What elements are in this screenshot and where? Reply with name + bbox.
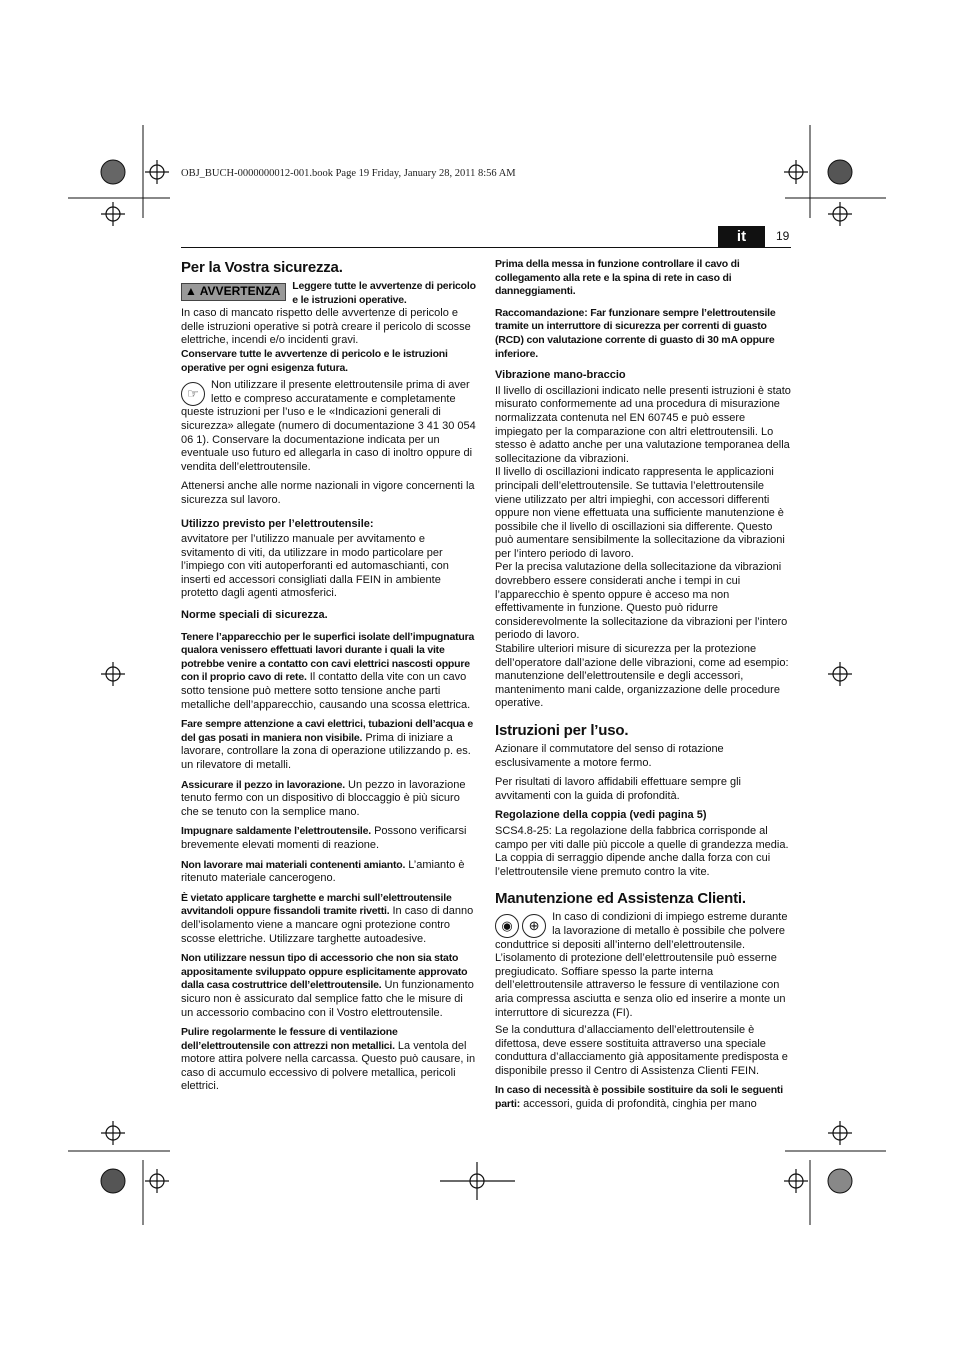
paragraph-text: Non utilizzare il presente elettroutensile prima di aver letto e compreso accuratamente e completamente queste istruzioni per l’uso e le «Indicazioni generali di sicurezza» allegate (numero di documentazione 3 41 30 054 06 1). Conservare la documentazione indicata per un eventuale uso futuro ed allegarla in caso di inoltro oppure di vendita dell’elettroutensile. — [181, 379, 476, 473]
paragraph: In caso di necessità è possibile sostituire da soli le seguenti parti: accessori, guida di profondità, cinghia per mano — [495, 1084, 783, 1111]
paragraph: Per risultati di lavoro affidabili effettuare sempre gli avvitamenti con la guida di profondità. — [495, 776, 741, 802]
paragraph: avvitatore per l’utilizzo manuale per avvitamento e svitamento di viti, da utilizzare in modo particolare per l’impiego con viti autoperforanti ed automaschianti, con inserti ed accessori consigliati dalla FEIN in ambiente protetto dagli agenti atmosferici. — [181, 533, 449, 600]
warning-icon: ▲ — [185, 284, 197, 298]
color-target — [101, 160, 125, 184]
paragraph: Raccomandazione: Far funzionare sempre l’elettroutensile tramite un interruttore di sicurezza per correnti di guasto (RCD) con valutazione corrente di guasto di 30 mA oppure inferiore. — [495, 306, 776, 360]
paragraph: Stabilire ulteriori misure di sicurezza per la protezione dell’operatore dall’azione delle vibrazioni, come ad esempio: manutenzione dell’elettroutensile e degli accessori, mantenimento mani calde, organizzazione delle procedure operative. — [495, 643, 789, 710]
subheading: Utilizzo previsto per l’elettroutensile: — [181, 517, 374, 530]
color-target — [828, 1169, 852, 1193]
paragraph: Attenersi anche alle norme nazionali in vigore concernenti la sicurezza sul lavoro. — [181, 480, 475, 506]
eye-protection-icon: ◉ — [495, 914, 519, 938]
paragraph: Pulire regolarmente le fessure di ventilazione dell’elettroutensile con attrezzi non metallici. La ventola del motore attira polvere nella carcassa. Questo può causare, in caso di accumulo eccessivo di polvere metallica, pericoli elettrici. — [181, 1026, 476, 1093]
crosshair-mark — [789, 165, 803, 179]
crosshair-mark — [833, 207, 847, 221]
paragraph: Conservare tutte le avvertenze di pericolo e le istruzioni operative per ogni esigenza futura. — [181, 347, 448, 374]
subheading: Norme speciali di sicurezza. — [181, 609, 328, 622]
left-column — [181, 258, 477, 1100]
file-info: OBJ_BUCH-0000000012-001.book Page 19 Friday, January 28, 2011 8:56 AM — [181, 168, 516, 179]
paragraph: Fare sempre attenzione a cavi elettrici, tubazioni dell’acqua e del gas posati in maniera non visibile. Prima di iniziare a lavorare, controllare la zona di operazione utilizzando p. es. un rilevatore di metalli. — [181, 718, 474, 771]
crosshair-mark — [833, 667, 847, 681]
crosshair-mark — [106, 1126, 120, 1140]
subheading: Vibrazione mano-braccio — [495, 369, 626, 382]
language-tab: it — [718, 226, 765, 248]
crosshair-mark — [833, 1126, 847, 1140]
paragraph: Azionare il commutatore del senso di rotazione esclusivamente a motore fermo. — [495, 743, 724, 769]
warning-badge — [181, 283, 286, 301]
paragraph: SCS4.8-25: La regolazione della fabbrica corrisponde al campo per viti dalle più piccole a quelle di grandezza media. — [495, 824, 789, 851]
paragraph: Non utilizzare nessun tipo di accessorio che non sia stato appositamente sviluppato oppure esplicitamente approvato dalla casa costruttrice dell’elettroutensile. Un funzionamento sicuro non è assicurato dal semplice fatto che le misure di un accessorio combacino con il Vostro elettroutensile. — [181, 952, 474, 1019]
warning-label: AVVERTENZA — [199, 284, 281, 298]
paragraph: Prima della messa in funzione controllare il cavo di collegamento alla rete e la spina di rete in caso di danneggiamenti. — [495, 258, 740, 298]
crosshair-mark — [106, 207, 120, 221]
paragraph: In caso di mancato rispetto delle avvertenze di pericolo e delle istruzioni operative si potrà creare il pericolo di scosse elettriche, incendi e/o incidenti gravi. — [181, 307, 471, 347]
ppe-icons — [495, 914, 546, 938]
paragraph: Il livello di oscillazioni indicato rappresenta le applicazioni principali dell’elettroutensile. Se tuttavia l’elettroutensile viene utilizzato per altri impieghi, con accessori differenti oppure non viene effettuata una sufficiente manutenzione è possibile che il livello di oscillazioni sia differente. Questo può aumentare sensibilmente la sollecitazione da vibrazioni per l’intero periodo di lavoro. — [495, 466, 785, 560]
crosshair-mark — [789, 1174, 803, 1188]
paragraph: La coppia di serraggio dipende anche dalla forza con cui l’elettroutensile viene premuto contro la vite. — [495, 852, 771, 878]
paragraph: Assicurare il pezzo in lavorazione. Un pezzo in lavorazione tenuto fermo con un dispositivo di bloccaggio è più sicuro che se tenuto con la semplice mano. — [181, 778, 466, 818]
section-title: Istruzioni per l’uso. — [495, 722, 629, 739]
right-column — [495, 258, 791, 1118]
paragraph: Se la conduttura d’allacciamento dell’elettroutensile è difettosa, deve essere sostituita attraverso una speciale conduttura d’allacciamento già appositamente predisposta e disponibile presso il Centro di Assistenza Clienti FEIN. — [495, 1024, 788, 1077]
header-rule — [181, 247, 791, 248]
crosshair-mark — [150, 165, 164, 179]
subheading: Regolazione della coppia (vedi pagina 5) — [495, 809, 707, 822]
paragraph: Il livello di oscillazioni indicato nelle presenti istruzioni è stato misurato conformemente ad una procedura di misurazione normalizzata contenuta nel EN 60745 e può essere impiegato per la comparazione con altri elettroutensili. Lo stesso è adatto anche per una valutazione temporanea della sollecitazione da vibrazioni. — [495, 384, 791, 465]
crosshair-mark — [470, 1174, 484, 1188]
read-manual-icon: ☞ — [181, 382, 205, 406]
section-title: Per la Vostra sicurezza. — [181, 259, 343, 276]
page-number: 19 — [776, 229, 790, 243]
paragraph: Impugnare saldamente l’elettroutensile. Possono verificarsi brevemente elevati momenti di reazione. — [181, 825, 467, 851]
manual-paragraph — [181, 379, 477, 474]
paragraph: Per la precisa valutazione della sollecitazione da vibrazioni dovrebbero essere considerati anche i tempi in cui l’apparecchio è spento oppure è acceso ma non effettivamente in funzione. Questo può ridurre considerevolmente la sollecitazione da vibrazioni per l’intero periodo di lavoro. — [495, 561, 788, 642]
color-target — [101, 1169, 125, 1193]
color-target — [828, 160, 852, 184]
ear-protection-icon: ⊕ — [522, 914, 546, 938]
section-title: Manutenzione ed Assistenza Clienti. — [495, 890, 746, 908]
warning-heading: Leggere tutte le avvertenze di pericolo e le istruzioni operative. — [292, 280, 476, 306]
crosshair-mark — [150, 1174, 164, 1188]
paragraph: Tenere l’apparecchio per le superfici isolate dell’impugnatura qualora venissero effettuati lavori durante i quali la vite potrebbe venire a contatto con cavi elettrici nascosti oppure con il proprio cavo di rete. Il contatto della vite con un cavo sotto tensione può mettere sotto tensione anche parti metalliche dell’apparecchio, causando una scossa elettrica. — [181, 630, 475, 711]
paragraph-text: In caso di condizioni di impiego estreme durante la lavorazione di metallo è possibile che polvere conduttrice si depositi all’interno dell’elettroutensile. L’isolamento di protezione dell’elettroutensile può esserne pregiudicato. Soffiare spesso la parte interna dell’elettroutensile attraverso le fessure di ventilazione con aria compressa asciutta e senza olio ed inserire a monte un interruttore di sicurezza (FI). — [495, 911, 788, 1019]
paragraph: Non lavorare mai materiali contenenti amianto. L’amianto è ritenuto materiale cancerogeno. — [181, 858, 465, 885]
crosshair-mark — [106, 667, 120, 681]
paragraph: È vietato applicare targhette e marchi sull’elettroutensile avvitandoli oppure fissandoli tramite rivetti. In caso di danno dell’isolamento viene a mancare ogni protezione contro scosse elettriche. Utilizzare targhette autoadesive. — [181, 891, 474, 945]
maintenance-paragraph — [495, 911, 791, 1020]
